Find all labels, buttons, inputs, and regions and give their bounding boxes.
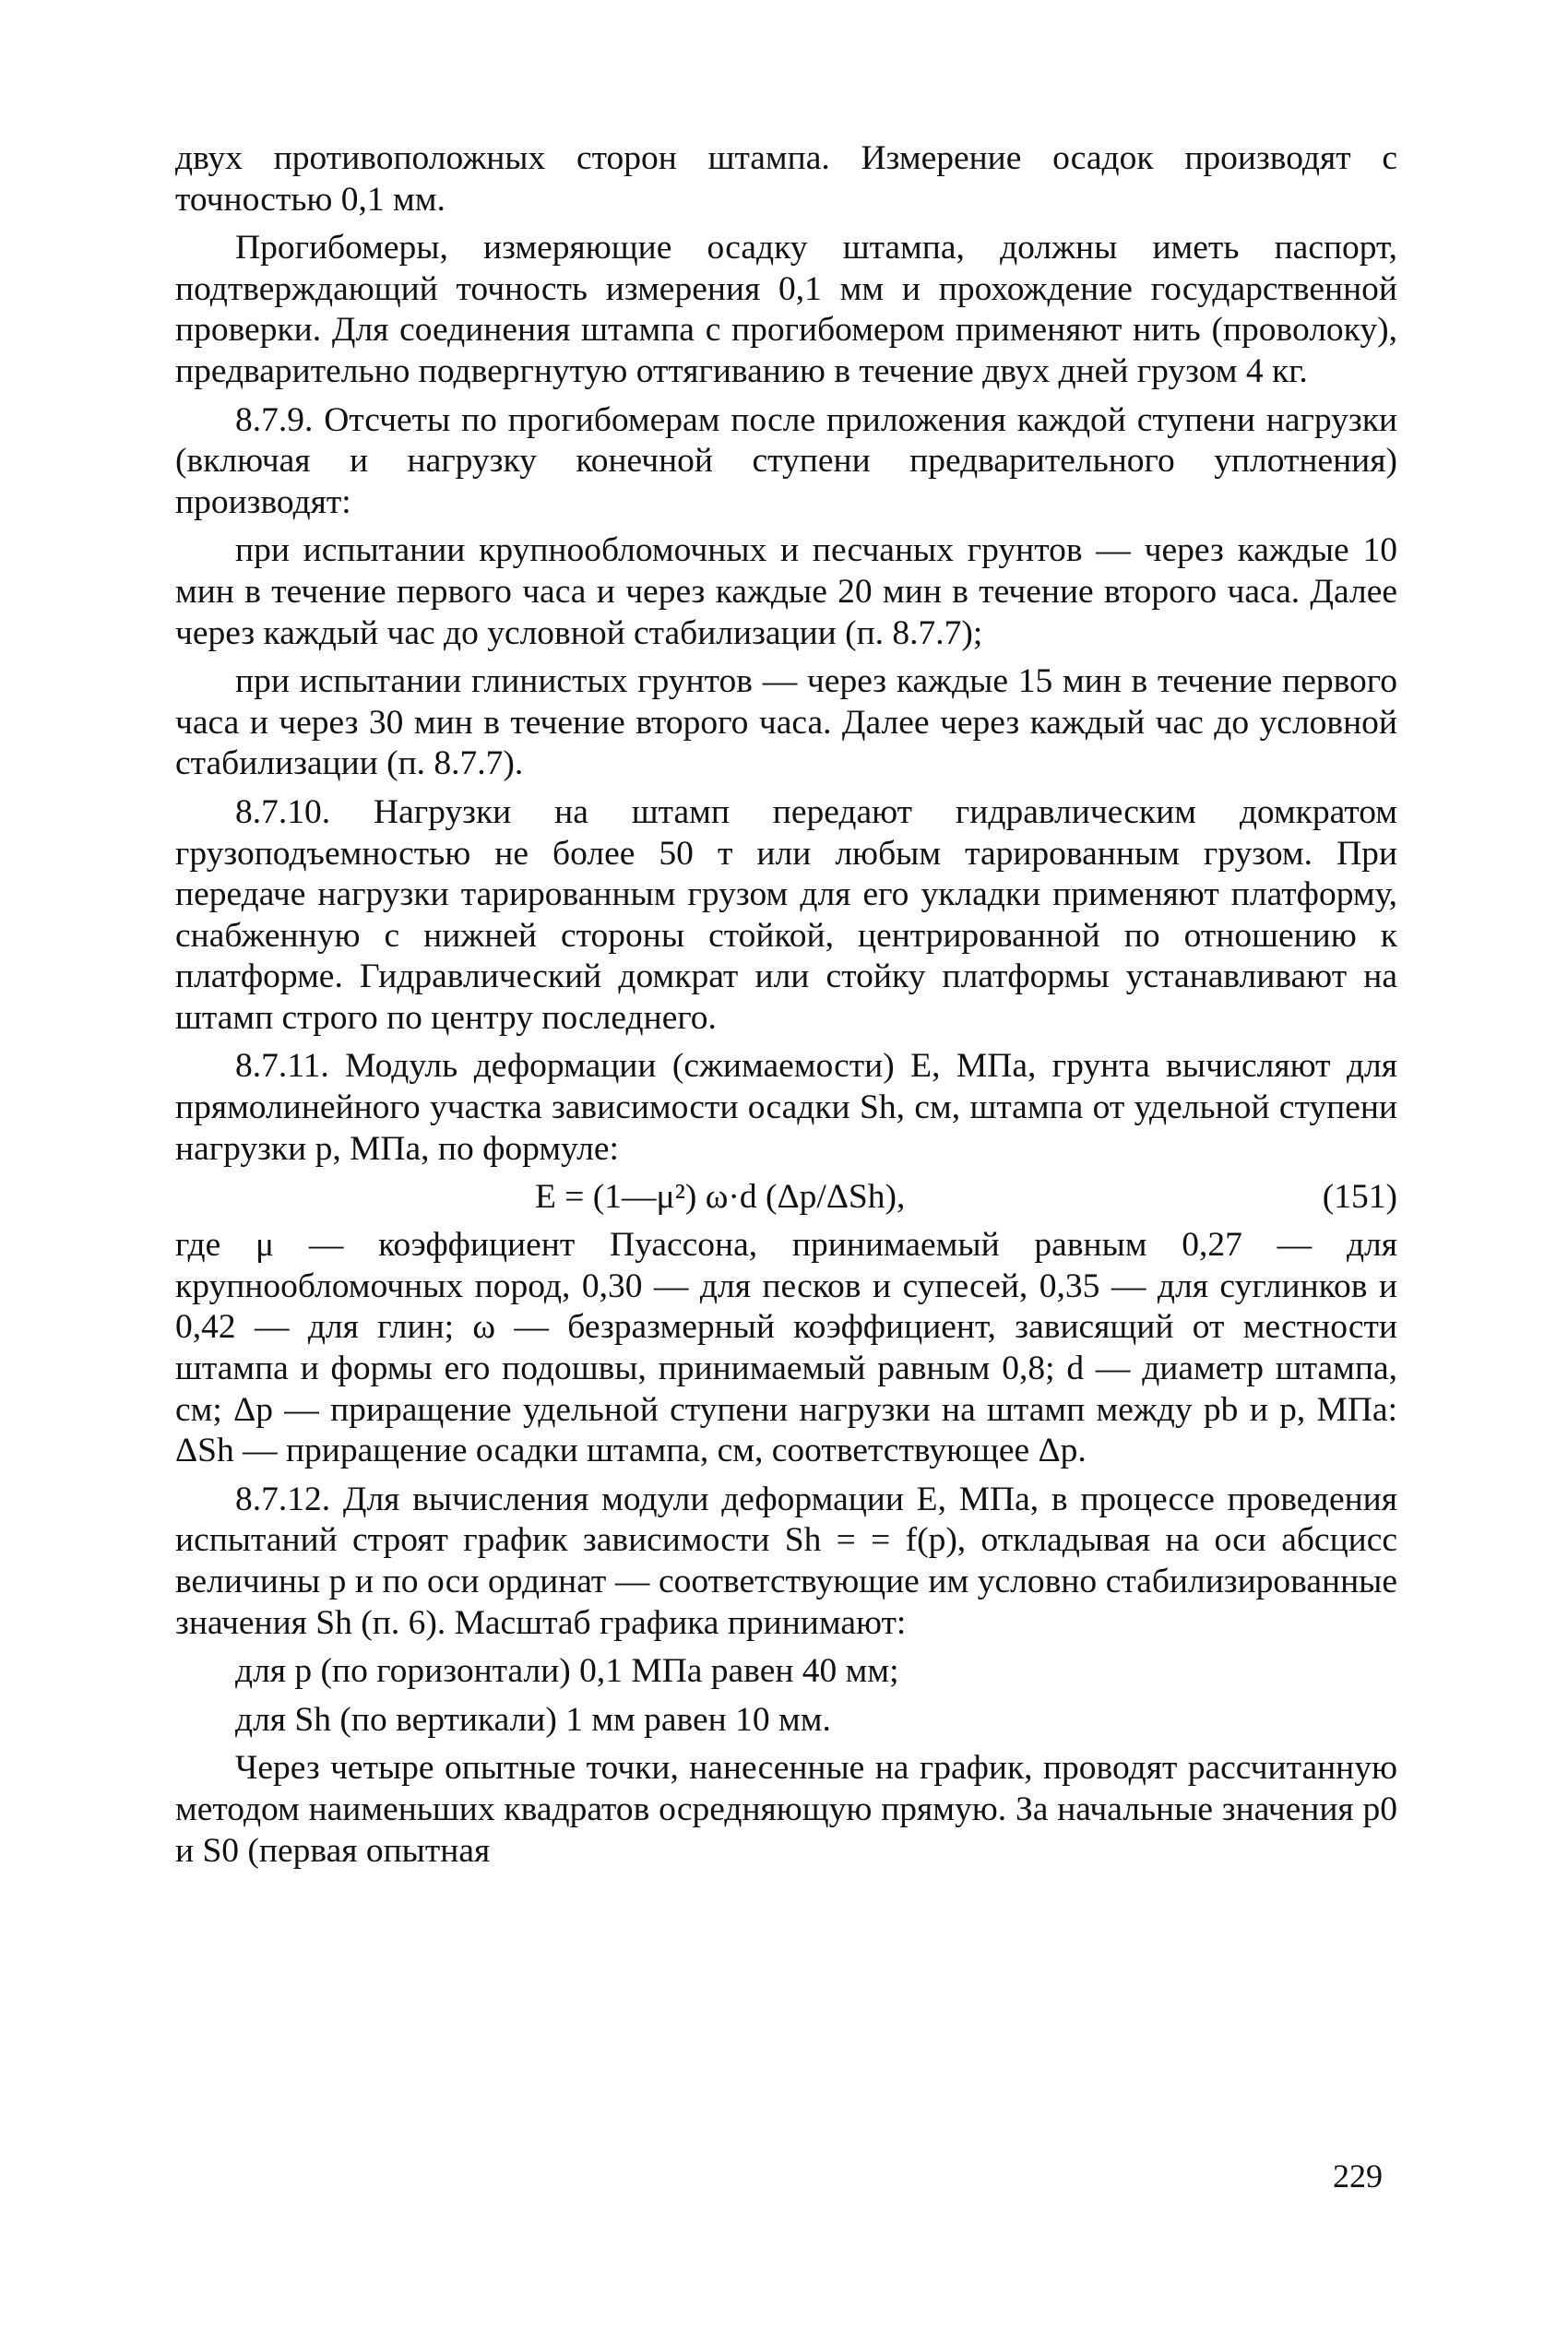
paragraph-11: для Sh (по вертикали) 1 мм равен 10 мм. bbox=[235, 1700, 831, 1739]
paragraph-10: для p (по горизонтали) 0,1 МПа равен 40 мм; bbox=[235, 1652, 899, 1691]
paragraph-4: при испытании крупнообломочных и песчаных грунтов — через каждые 10 мин в течение первого часа и через каждые 20 мин в течение второго часа. Далее через каждый час до условной стабилизации (п. 8.7.7); bbox=[175, 531, 1397, 652]
formula-expression: E = (1—μ²) ω·d (Δp/ΔSh), bbox=[535, 1178, 906, 1217]
page-number: 229 bbox=[1333, 2158, 1383, 2194]
formula-number: (151) bbox=[1322, 1178, 1397, 1217]
formula-line bbox=[175, 1177, 1397, 1221]
paragraph-2: Прогибомеры, измеряющие осадку штампа, должны иметь паспорт, подтверждающий точность измерения 0,1 мм и прохождение государственной проверки. Для соединения штампа с прогибомером применяют нить (проволоку), предварительно подвергнутую оттягиванию в течение двух дней грузом 4 кг. bbox=[175, 229, 1397, 390]
paragraph-12: Через четыре опытные точки, нанесенные на график, проводят рассчитанную методом наименьших квадратов осредняющую прямую. За начальные значения p0 и S0 (первая опытная bbox=[175, 1749, 1397, 1870]
paragraph-9: 8.7.12. Для вычисления модули деформации E, МПа, в процессе проведения испытаний строят график зависимости Sh = = f(p), откладывая на оси абсцисс величины p и по оси ординат — соответствующие им условно стабилизированные значения Sh (п. 6). Масштаб графика принимают: bbox=[175, 1480, 1397, 1642]
paragraph-6: 8.7.10. Нагрузки на штамп передают гидравлическим домкратом грузоподъемностью не более 50 т или любым тарированным грузом. При передаче нагрузки тарированным грузом для его укладки применяют платформу, снабженную с нижней стороны стойкой, центрированной по отношению к платформе. Гидравлический домкрат или стойку платформы устанавливают на штамп строго по центру последнего. bbox=[175, 792, 1397, 1037]
paragraph-1: двух противоположных сторон штампа. Измерение осадок производят с точностью 0,1 мм. bbox=[175, 139, 1397, 219]
page-body bbox=[175, 138, 1397, 1879]
paragraph-5: при испытании глинистых грунтов — через каждые 15 мин в течение первого часа и через 30 мин в течение второго часа. Далее через каждый час до условной стабилизации (п. 8.7.7). bbox=[175, 662, 1397, 783]
paragraph-7: 8.7.11. Модуль деформации (сжимаемости) E, МПа, грунта вычисляют для прямолинейного участка зависимости осадки Sh, см, штампа от удельной ступени нагрузки p, МПа, по формуле: bbox=[175, 1047, 1397, 1168]
paragraph-8: где μ — коэффициент Пуассона, принимаемый равным 0,27 — для крупнообломочных пород, 0,30 — для песков и супесей, 0,35 — для суглинков и 0,42 — для глин; ω — безразмерный коэффициент, зависящий от местности штампа и формы его подошвы, принимаемый равным 0,8; d — диаметр штампа, см; Δp — приращение удельной ступени нагрузки на штамп между pb и p, МПа: ΔSh — приращение осадки штампа, см, соответствующее Δp. bbox=[175, 1226, 1397, 1470]
paragraph-3: 8.7.9. Отсчеты по прогибомерам после приложения каждой ступени нагрузки (включая и нагрузку конечной ступени предварительного уплотнения) производят: bbox=[175, 400, 1397, 521]
